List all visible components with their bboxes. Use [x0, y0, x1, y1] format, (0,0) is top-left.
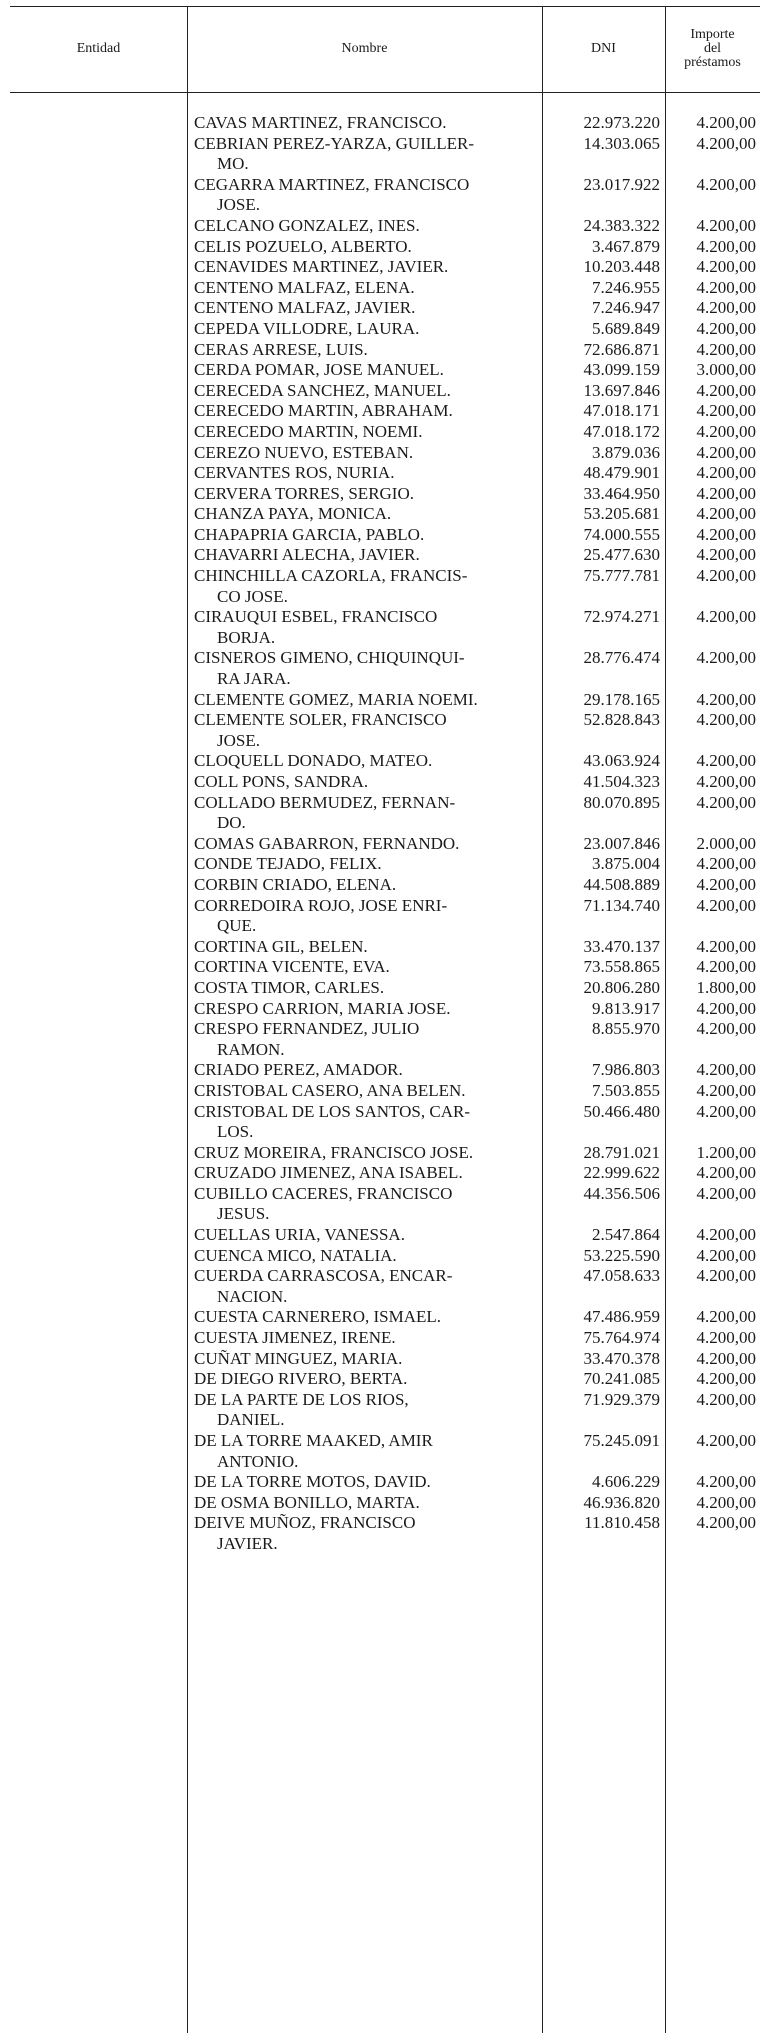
row-dni: 71.134.740: [583, 895, 660, 915]
row-nombre: [194, 1493, 537, 1514]
row-nombre: [194, 443, 537, 464]
row-importe: 4.200,00: [696, 998, 756, 1018]
nombre-line: CRESPO CARRION, MARIA JOSE.: [194, 998, 451, 1018]
table-row: [0, 422, 770, 443]
row-dni: 20.806.280: [583, 977, 660, 997]
nombre-line: CERECEDA SANCHEZ, MANUEL.: [194, 380, 451, 400]
nombre-line: CLEMENTE GOMEZ, MARIA NOEMI.: [194, 689, 478, 709]
nombre-line: DE LA TORRE MOTOS, DAVID.: [194, 1472, 431, 1492]
row-nombre: [194, 1143, 537, 1164]
row-dni: 52.828.843: [583, 710, 660, 730]
table-row: [0, 1266, 770, 1307]
row-dni: 14.303.065: [583, 133, 660, 153]
row-dni: 2.547.864: [592, 1225, 660, 1245]
nombre-line: CENTENO MALFAZ, ELENA.: [194, 277, 415, 297]
row-importe: 4.200,00: [696, 874, 756, 894]
row-importe: 4.200,00: [696, 1328, 756, 1348]
table-row: [0, 401, 770, 422]
table-row: [0, 1349, 770, 1370]
nombre-line: CUENCA MICO, NATALIA.: [194, 1245, 397, 1265]
row-nombre: [194, 484, 537, 505]
row-importe: 4.200,00: [696, 215, 756, 235]
nombre-continuation: ANTONIO.: [217, 1451, 299, 1471]
row-dni: 5.689.849: [592, 318, 660, 338]
row-nombre: [194, 257, 537, 278]
row-nombre: [194, 216, 537, 237]
nombre-continuation: DO.: [217, 813, 246, 833]
table-row: [0, 298, 770, 319]
row-importe: 4.200,00: [696, 1080, 756, 1100]
nombre-line: CRIADO PEREZ, AMADOR.: [194, 1060, 403, 1080]
row-dni: 47.018.171: [583, 401, 660, 421]
row-dni: 73.558.865: [583, 957, 660, 977]
row-importe: 4.200,00: [696, 421, 756, 441]
nombre-continuation: JOSE.: [217, 730, 260, 750]
table-row: [0, 793, 770, 834]
nombre-line: CERECEDO MARTIN, ABRAHAM.: [194, 401, 453, 421]
row-nombre: [194, 1060, 537, 1081]
nombre-line: CISNEROS GIMENO, CHIQUINQUI-: [194, 648, 465, 668]
row-nombre: [194, 751, 537, 772]
row-nombre: [194, 1266, 537, 1307]
row-nombre: [194, 690, 537, 711]
row-nombre: [194, 525, 537, 546]
row-importe: 4.200,00: [696, 1060, 756, 1080]
row-importe: 4.200,00: [696, 442, 756, 462]
nombre-line: CONDE TEJADO, FELIX.: [194, 854, 382, 874]
header-entidad: Entidad: [76, 41, 121, 56]
row-importe: 4.200,00: [696, 504, 756, 524]
row-nombre: [194, 1369, 537, 1390]
table-row: [0, 1390, 770, 1431]
row-nombre: [194, 648, 537, 689]
row-dni: 44.356.506: [583, 1183, 660, 1203]
table-row: [0, 216, 770, 237]
nombre-line: DEIVE MUÑOZ, FRANCISCO: [194, 1513, 416, 1533]
nombre-line: CERAS ARRESE, LUIS.: [194, 339, 368, 359]
table-row: [0, 113, 770, 134]
row-importe: 4.200,00: [696, 1225, 756, 1245]
row-dni: 53.225.590: [583, 1245, 660, 1265]
row-nombre: [194, 113, 537, 134]
row-nombre: [194, 854, 537, 875]
row-importe: 4.200,00: [696, 1348, 756, 1368]
nombre-line: CEPEDA VILLODRE, LAURA.: [194, 318, 420, 338]
row-importe: 4.200,00: [696, 463, 756, 483]
row-importe: 4.200,00: [696, 566, 756, 586]
row-importe: 4.200,00: [696, 957, 756, 977]
nombre-line: CERVANTES ROS, NURIA.: [194, 463, 395, 483]
nombre-line: CRUZ MOREIRA, FRANCISCO JOSE.: [194, 1142, 474, 1162]
table-row: [0, 1184, 770, 1225]
row-dni: 23.017.922: [583, 174, 660, 194]
row-nombre: [194, 896, 537, 937]
table-row: [0, 751, 770, 772]
row-dni: 22.999.622: [583, 1163, 660, 1183]
row-nombre: [194, 999, 537, 1020]
row-nombre: [194, 1019, 537, 1060]
table-row: [0, 957, 770, 978]
table-row: [0, 566, 770, 607]
row-nombre: [194, 422, 537, 443]
row-nombre: [194, 1349, 537, 1370]
row-dni: 75.764.974: [583, 1328, 660, 1348]
row-importe: 4.200,00: [696, 772, 756, 791]
table-row: [0, 937, 770, 958]
nombre-line: COLLADO BERMUDEZ, FERNAN-: [194, 792, 456, 812]
table-row: [0, 1307, 770, 1328]
nombre-continuation: JAVIER.: [217, 1533, 278, 1553]
nombre-line: COMAS GABARRON, FERNANDO.: [194, 833, 460, 853]
header-dni: DNI: [591, 41, 616, 56]
row-nombre: [194, 381, 537, 402]
table-row: [0, 1102, 770, 1143]
row-dni: 7.246.947: [592, 298, 660, 318]
row-nombre: [194, 545, 537, 566]
nombre-line: CEREZO NUEVO, ESTEBAN.: [194, 442, 414, 462]
table-row: [0, 463, 770, 484]
row-dni: 70.241.085: [583, 1369, 660, 1389]
row-importe: 4.200,00: [696, 895, 756, 915]
row-importe: 3.000,00: [696, 360, 756, 380]
nombre-line: CUÑAT MINGUEZ, MARIA.: [194, 1348, 403, 1368]
row-nombre: [194, 1081, 537, 1102]
row-dni: 44.508.889: [583, 874, 660, 894]
row-importe: 4.200,00: [696, 1369, 756, 1389]
nombre-line: CUELLAS URIA, VANESSA.: [194, 1225, 405, 1245]
nombre-line: CORTINA VICENTE, EVA.: [194, 957, 390, 977]
nombre-line: CUESTA CARNERERO, ISMAEL.: [194, 1307, 442, 1327]
row-importe: 4.200,00: [696, 1163, 756, 1183]
row-nombre: [194, 1328, 537, 1349]
row-dni: 80.070.895: [583, 792, 660, 812]
row-nombre: [194, 566, 537, 607]
row-nombre: [194, 1184, 537, 1225]
table-row: [0, 504, 770, 525]
row-dni: 8.855.970: [592, 1019, 660, 1039]
row-dni: 33.470.137: [583, 936, 660, 956]
row-dni: 72.686.871: [583, 339, 660, 359]
row-dni: 50.466.480: [583, 1101, 660, 1121]
row-dni: 11.810.458: [584, 1513, 660, 1533]
nombre-line: CRESPO FERNANDEZ, JULIO: [194, 1019, 420, 1039]
row-importe: 4.200,00: [696, 174, 756, 194]
nombre-line: CHAPAPRIA GARCIA, PABLO.: [194, 524, 425, 544]
row-dni: 3.879.036: [592, 442, 660, 462]
row-importe: 4.200,00: [696, 113, 756, 132]
row-importe: 4.200,00: [696, 401, 756, 421]
row-nombre: [194, 710, 537, 751]
row-dni: 3.467.879: [592, 236, 660, 256]
row-importe: 4.200,00: [696, 1183, 756, 1203]
nombre-continuation: BORJA.: [217, 627, 276, 647]
nombre-line: CEBRIAN PEREZ-YARZA, GUILLER-: [194, 133, 475, 153]
row-dni: 24.383.322: [583, 215, 660, 235]
row-dni: 7.246.955: [592, 277, 660, 297]
row-importe: 4.200,00: [696, 545, 756, 565]
row-nombre: [194, 298, 537, 319]
nombre-continuation: RAMON.: [217, 1039, 285, 1059]
row-dni: 71.929.379: [583, 1389, 660, 1409]
table-row: [0, 710, 770, 751]
nombre-line: CENAVIDES MARTINEZ, JAVIER.: [194, 257, 449, 277]
row-importe: 4.200,00: [696, 339, 756, 359]
row-nombre: [194, 793, 537, 834]
nombre-continuation: JOSE.: [217, 195, 260, 215]
row-nombre: [194, 360, 537, 381]
row-importe: 4.200,00: [696, 483, 756, 503]
nombre-line: COLL PONS, SANDRA.: [194, 772, 369, 791]
row-dni: 33.470.378: [583, 1348, 660, 1368]
nombre-continuation: RA JARA.: [217, 669, 291, 689]
row-importe: 4.200,00: [696, 1266, 756, 1286]
row-dni: 47.058.633: [583, 1266, 660, 1286]
row-importe: 4.200,00: [696, 1019, 756, 1039]
nombre-line: CIRAUQUI ESBEL, FRANCISCO: [194, 607, 438, 627]
nombre-line: CHANZA PAYA, MONICA.: [194, 504, 392, 524]
row-dni: 7.503.855: [592, 1080, 660, 1100]
row-nombre: [194, 1163, 537, 1184]
row-nombre: [194, 134, 537, 175]
table-row: [0, 978, 770, 999]
row-importe: 1.800,00: [696, 977, 756, 997]
table-row: [0, 690, 770, 711]
nombre-line: COSTA TIMOR, CARLES.: [194, 977, 385, 997]
row-dni: 47.018.172: [583, 421, 660, 441]
nombre-line: CRISTOBAL DE LOS SANTOS, CAR-: [194, 1101, 470, 1121]
table-row: [0, 1513, 770, 1554]
nombre-line: CRISTOBAL CASERO, ANA BELEN.: [194, 1080, 466, 1100]
table-row: [0, 1019, 770, 1060]
row-nombre: [194, 504, 537, 525]
nombre-line: CRUZADO JIMENEZ, ANA ISABEL.: [194, 1163, 463, 1183]
row-nombre: [194, 772, 537, 793]
nombre-line: CHAVARRI ALECHA, JAVIER.: [194, 545, 420, 565]
nombre-continuation: NACION.: [217, 1286, 288, 1306]
table-row: [0, 999, 770, 1020]
table-row: [0, 1493, 770, 1514]
table-row: [0, 1328, 770, 1349]
row-nombre: [194, 607, 537, 648]
row-dni: 72.974.271: [583, 607, 660, 627]
row-importe: 4.200,00: [696, 318, 756, 338]
header-importe: [665, 6, 760, 92]
row-dni: 28.776.474: [583, 648, 660, 668]
row-importe: 4.200,00: [696, 1307, 756, 1327]
nombre-line: CEGARRA MARTINEZ, FRANCISCO: [194, 174, 470, 194]
row-dni: 3.875.004: [592, 854, 660, 874]
table-header-rule: [10, 92, 760, 93]
row-importe: 4.200,00: [696, 524, 756, 544]
table-row: [0, 1143, 770, 1164]
row-dni: 47.486.959: [583, 1307, 660, 1327]
nombre-line: CUBILLO CACERES, FRANCISCO: [194, 1183, 453, 1203]
row-dni: 29.178.165: [583, 689, 660, 709]
row-importe: 4.200,00: [696, 648, 756, 668]
row-importe: 4.200,00: [696, 751, 756, 771]
nombre-line: CLEMENTE SOLER, FRANCISCO: [194, 710, 447, 730]
row-dni: 33.464.950: [583, 483, 660, 503]
table-row: [0, 545, 770, 566]
row-nombre: [194, 1390, 537, 1431]
row-nombre: [194, 875, 537, 896]
table-row: [0, 381, 770, 402]
row-nombre: [194, 1513, 537, 1554]
nombre-continuation: MO.: [217, 154, 249, 174]
table-row: [0, 443, 770, 464]
table-row: [0, 607, 770, 648]
row-dni: 25.477.630: [583, 545, 660, 565]
row-nombre: [194, 937, 537, 958]
nombre-continuation: DANIEL.: [217, 1410, 285, 1430]
row-importe: 4.200,00: [696, 1389, 756, 1409]
row-dni: 74.000.555: [583, 524, 660, 544]
nombre-line: CELIS POZUELO, ALBERTO.: [194, 236, 412, 256]
table-row: [0, 525, 770, 546]
table-row: [0, 1431, 770, 1472]
nombre-line: CORTINA GIL, BELEN.: [194, 936, 368, 956]
header-importe-line: Importe: [690, 27, 735, 42]
table-row: [0, 175, 770, 216]
row-importe: 4.200,00: [696, 1431, 756, 1450]
row-nombre: [194, 1225, 537, 1246]
row-nombre: [194, 834, 537, 855]
row-dni: 41.504.323: [583, 772, 660, 791]
nombre-line: CHINCHILLA CAZORLA, FRANCIS-: [194, 566, 468, 586]
nombre-line: CERECEDO MARTIN, NOEMI.: [194, 421, 423, 441]
row-importe: 4.200,00: [696, 1245, 756, 1265]
table-row: [0, 1246, 770, 1267]
nombre-continuation: CO JOSE.: [217, 586, 288, 606]
row-dni: 28.791.021: [583, 1142, 660, 1162]
row-dni: 48.479.901: [583, 463, 660, 483]
header-importe-line: del: [703, 41, 722, 56]
row-importe: 4.200,00: [696, 257, 756, 277]
nombre-line: CELCANO GONZALEZ, INES.: [194, 215, 420, 235]
row-nombre: [194, 1431, 537, 1472]
table-row: [0, 648, 770, 689]
row-importe: 4.200,00: [696, 133, 756, 153]
nombre-line: DE LA TORRE MAAKED, AMIR: [194, 1431, 433, 1450]
row-dni: 23.007.846: [583, 833, 660, 853]
row-nombre: [194, 1307, 537, 1328]
row-dni: 22.973.220: [583, 113, 660, 132]
row-nombre: [194, 401, 537, 422]
header-nombre: Nombre: [341, 41, 388, 56]
nombre-line: CORREDOIRA ROJO, JOSE ENRI-: [194, 895, 448, 915]
nombre-line: CENTENO MALFAZ, JAVIER.: [194, 298, 416, 318]
row-nombre: [194, 463, 537, 484]
nombre-line: DE LA PARTE DE LOS RIOS,: [194, 1389, 409, 1409]
table-row: [0, 1369, 770, 1390]
nombre-continuation: QUE.: [217, 916, 257, 936]
row-dni: 7.986.803: [592, 1060, 660, 1080]
row-dni: 9.813.917: [592, 998, 660, 1018]
row-importe: 4.200,00: [696, 298, 756, 318]
row-importe: 4.200,00: [696, 689, 756, 709]
table-row: [0, 257, 770, 278]
row-dni: 10.203.448: [583, 257, 660, 277]
nombre-line: CUERDA CARRASCOSA, ENCAR-: [194, 1266, 453, 1286]
row-importe: 4.200,00: [696, 1492, 756, 1512]
row-importe: 4.200,00: [696, 277, 756, 297]
row-importe: 1.200,00: [696, 1142, 756, 1162]
row-importe: 4.200,00: [696, 1513, 756, 1533]
row-nombre: [194, 957, 537, 978]
nombre-line: CLOQUELL DONADO, MATEO.: [194, 751, 433, 771]
row-dni: 75.245.091: [583, 1431, 660, 1450]
row-importe: 4.200,00: [696, 607, 756, 627]
table-row: [0, 134, 770, 175]
nombre-line: CERVERA TORRES, SERGIO.: [194, 483, 414, 503]
row-dni: 46.936.820: [583, 1492, 660, 1512]
row-nombre: [194, 1102, 537, 1143]
table-row: [0, 319, 770, 340]
table-row: [0, 1081, 770, 1102]
row-nombre: [194, 978, 537, 999]
nombre-continuation: LOS.: [217, 1122, 254, 1142]
table-row: [0, 772, 770, 793]
row-importe: 4.200,00: [696, 854, 756, 874]
row-nombre: [194, 175, 537, 216]
row-dni: 43.063.924: [583, 751, 660, 771]
table-row: [0, 1163, 770, 1184]
row-dni: 4.606.229: [592, 1472, 660, 1492]
row-importe: 4.200,00: [696, 1101, 756, 1121]
row-nombre: [194, 278, 537, 299]
nombre-continuation: JESUS.: [217, 1204, 270, 1224]
row-nombre: [194, 319, 537, 340]
table-row: [0, 278, 770, 299]
nombre-line: DE OSMA BONILLO, MARTA.: [194, 1492, 420, 1512]
table-row: [0, 1472, 770, 1493]
row-importe: 4.200,00: [696, 380, 756, 400]
table-row: [0, 834, 770, 855]
row-nombre: [194, 1246, 537, 1267]
row-dni: 53.205.681: [583, 504, 660, 524]
table-row: [0, 896, 770, 937]
table-row: [0, 875, 770, 896]
row-importe: 4.200,00: [696, 236, 756, 256]
table-body: [0, 113, 770, 1555]
row-importe: 2.000,00: [696, 833, 756, 853]
table-row: [0, 237, 770, 258]
table-row: [0, 1225, 770, 1246]
row-nombre: [194, 1472, 537, 1493]
table-row: [0, 340, 770, 361]
row-importe: 4.200,00: [696, 710, 756, 730]
header-importe-line: préstamos: [684, 55, 741, 70]
table-row: [0, 360, 770, 381]
row-nombre: [194, 237, 537, 258]
nombre-line: CAVAS MARTINEZ, FRANCISCO.: [194, 113, 447, 132]
nombre-line: CUESTA JIMENEZ, IRENE.: [194, 1328, 396, 1348]
row-dni: 75.777.781: [583, 566, 660, 586]
table-row: [0, 484, 770, 505]
nombre-line: CORBIN CRIADO, ELENA.: [194, 874, 397, 894]
nombre-line: DE DIEGO RIVERO, BERTA.: [194, 1369, 408, 1389]
row-nombre: [194, 340, 537, 361]
table-row: [0, 854, 770, 875]
row-importe: 4.200,00: [696, 1472, 756, 1492]
table-row: [0, 1060, 770, 1081]
row-importe: 4.200,00: [696, 936, 756, 956]
row-importe: 4.200,00: [696, 792, 756, 812]
row-dni: 13.697.846: [583, 380, 660, 400]
row-dni: 43.099.159: [583, 360, 660, 380]
nombre-line: CERDA POMAR, JOSE MANUEL.: [194, 360, 444, 380]
